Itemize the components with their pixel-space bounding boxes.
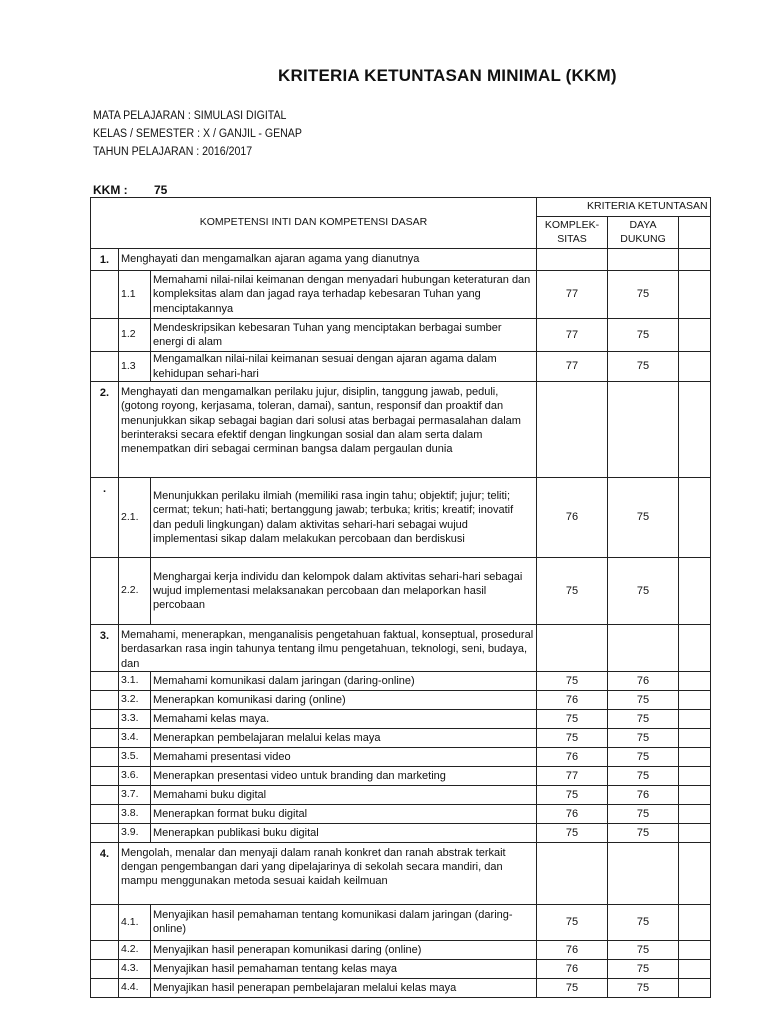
cut-off-cell (679, 904, 711, 940)
support-value: 75 (608, 823, 679, 842)
table-row (91, 690, 711, 709)
support-value: 76 (608, 671, 679, 690)
cut-off-cell (679, 766, 711, 785)
cut-off-cell (679, 747, 711, 766)
competency-code: 3.7. (119, 785, 151, 804)
competency-code: 1.2 (119, 319, 151, 352)
kkm-table-viewport (90, 197, 708, 994)
kkm-value: 75 (154, 183, 168, 197)
row-number (91, 271, 119, 319)
competency-code: 3.1. (119, 671, 151, 690)
competency-description: Mengamalkan nilai-nilai keimanan sesuai dengan ajaran agama dalam kehidupan sehari-hari (151, 352, 537, 382)
complexity-value: 76 (537, 804, 608, 823)
complexity-value (537, 842, 608, 904)
table-row (91, 625, 711, 672)
row-number (91, 671, 119, 690)
competency-code: 3.2. (119, 690, 151, 709)
competency-core: Menghayati dan mengamalkan ajaran agama yang dianutnya (119, 249, 537, 271)
cut-off-cell (679, 319, 711, 352)
complexity-value: 76 (537, 690, 608, 709)
row-number (91, 959, 119, 978)
support-value: 75 (608, 709, 679, 728)
row-number (91, 823, 119, 842)
table-row (91, 940, 711, 959)
cut-off-cell (679, 690, 711, 709)
support-value: 75 (608, 728, 679, 747)
competency-core: Memahami, menerapkan, menganalisis pengetahuan faktual, konseptual, prosedural berdasarkan rasa ingin tahunya tentang ilmu pengetahuan, teknologi, seni, budaya, dan (119, 625, 537, 672)
table-row (91, 766, 711, 785)
complexity-value: 75 (537, 904, 608, 940)
complexity-value: 77 (537, 319, 608, 352)
competency-code: 1.1 (119, 271, 151, 319)
competency-description: Memahami kelas maya. (151, 709, 537, 728)
cut-off-cell (679, 478, 711, 558)
complexity-value (537, 382, 608, 478)
row-number (91, 728, 119, 747)
competency-code: 4.1. (119, 904, 151, 940)
table-row (91, 747, 711, 766)
header-criteria: KRITERIA KETUNTASAN (537, 198, 711, 217)
row-number: 2. (91, 382, 119, 478)
complexity-value: 75 (537, 709, 608, 728)
table-row (91, 823, 711, 842)
row-number (91, 766, 119, 785)
row-number (91, 940, 119, 959)
cut-off-cell (679, 728, 711, 747)
complexity-value: 75 (537, 823, 608, 842)
row-number: . (91, 478, 119, 558)
row-number: 3. (91, 625, 119, 672)
competency-code: 4.2. (119, 940, 151, 959)
header-competency: KOMPETENSI INTI DAN KOMPETENSI DASAR (91, 198, 537, 249)
competency-code: 4.3. (119, 959, 151, 978)
complexity-value: 76 (537, 747, 608, 766)
cut-off-cell (679, 978, 711, 997)
support-value (608, 249, 679, 271)
row-number (91, 558, 119, 625)
cut-off-cell (679, 625, 711, 672)
cut-off-cell (679, 709, 711, 728)
cut-off-cell (679, 558, 711, 625)
table-row (91, 728, 711, 747)
cut-off-cell (679, 959, 711, 978)
row-number: 1. (91, 249, 119, 271)
support-value: 75 (608, 904, 679, 940)
competency-description: Menerapkan komunikasi daring (online) (151, 690, 537, 709)
row-number (91, 904, 119, 940)
complexity-value: 76 (537, 478, 608, 558)
complexity-value: 76 (537, 940, 608, 959)
table-row (91, 709, 711, 728)
complexity-value: 75 (537, 671, 608, 690)
cut-off-cell (679, 671, 711, 690)
row-number (91, 352, 119, 382)
table-row (91, 978, 711, 997)
cut-off-cell (679, 249, 711, 271)
row-number (91, 690, 119, 709)
class-semester-line: KELAS / SEMESTER : X / GANJIL - GENAP (93, 128, 302, 140)
row-number (91, 804, 119, 823)
cut-off-cell (679, 842, 711, 904)
competency-description: Menyajikan hasil pemahaman tentang kelas maya (151, 959, 537, 978)
row-number (91, 747, 119, 766)
table-row (91, 785, 711, 804)
complexity-value: 75 (537, 785, 608, 804)
support-value: 75 (608, 959, 679, 978)
row-number (91, 709, 119, 728)
subject-line: MATA PELAJARAN : SIMULASI DIGITAL (93, 110, 287, 122)
competency-code: 2.1. (119, 478, 151, 558)
support-value: 75 (608, 352, 679, 382)
complexity-value: 76 (537, 959, 608, 978)
complexity-value: 77 (537, 766, 608, 785)
competency-code: 3.8. (119, 804, 151, 823)
competency-description: Memahami komunikasi dalam jaringan (daring-online) (151, 671, 537, 690)
support-value (608, 625, 679, 672)
table-row (91, 904, 711, 940)
complexity-value: 75 (537, 728, 608, 747)
table-row (91, 319, 711, 352)
competency-code: 3.3. (119, 709, 151, 728)
support-value: 75 (608, 747, 679, 766)
complexity-value: 77 (537, 352, 608, 382)
kkm-label: KKM : (93, 183, 128, 197)
competency-code: 3.9. (119, 823, 151, 842)
cut-off-cell (679, 823, 711, 842)
competency-code: 2.2. (119, 558, 151, 625)
competency-core: Menghayati dan mengamalkan perilaku jujur, disiplin, tanggung jawab, peduli, (gotong royong, kerjasama, toleran, damai), santun, responsif dan proaktif dan menunjukkan sikap sebagai bagian dari solusi atas berbagai permasalahan dalam berinteraksi secara efektif dengan lingkungan sosial dan alam serta dalam menempatkan diri sebagai cerminan bangsa dalam pergaulan dunia (119, 382, 537, 478)
support-value: 75 (608, 319, 679, 352)
cut-off-cell (679, 352, 711, 382)
competency-code: 3.6. (119, 766, 151, 785)
cut-off-cell (679, 382, 711, 478)
support-value: 75 (608, 978, 679, 997)
cut-off-cell (679, 804, 711, 823)
competency-description: Memahami nilai-nilai keimanan dengan menyadari hubungan keteraturan dan kompleksitas alam dan jagad raya terhadap kebesaran Tuhan yang menciptakannya (151, 271, 537, 319)
table-row (91, 352, 711, 382)
support-value: 75 (608, 766, 679, 785)
row-number (91, 978, 119, 997)
competency-description: Menyajikan hasil pemahaman tentang komunikasi dalam jaringan (daring-online) (151, 904, 537, 940)
competency-description: Menerapkan format buku digital (151, 804, 537, 823)
header-complexity: KOMPLEK- SITAS (537, 217, 608, 249)
table-row (91, 478, 711, 558)
competency-description: Menyajikan hasil penerapan pembelajaran melalui kelas maya (151, 978, 537, 997)
table-row (91, 804, 711, 823)
support-value: 75 (608, 271, 679, 319)
document-title: KRITERIA KETUNTASAN MINIMAL (KKM) (278, 66, 617, 85)
table-row (91, 959, 711, 978)
complexity-value (537, 625, 608, 672)
competency-description: Menghargai kerja individu dan kelompok dalam aktivitas sehari-hari sebagai wujud implementasi melaksanakan percobaan dan melaporkan hasil percobaan (151, 558, 537, 625)
competency-description: Menunjukkan perilaku ilmiah (memiliki rasa ingin tahu; objektif; jujur; teliti; cermat; tekun; hati-hati; bertanggung jawab; terbuka; kritis; kreatif; inovatif dan peduli lingkungan) dalam aktivitas sehari-hari sebagai wujud implementasi sikap dalam melakukan percobaan dan berdiskusi (151, 478, 537, 558)
table-row (91, 382, 711, 478)
support-value: 75 (608, 690, 679, 709)
table-row (91, 842, 711, 904)
competency-code: 1.3 (119, 352, 151, 382)
row-number (91, 785, 119, 804)
competency-description: Menerapkan pembelajaran melalui kelas maya (151, 728, 537, 747)
complexity-value: 77 (537, 271, 608, 319)
support-value: 75 (608, 940, 679, 959)
school-year-line: TAHUN PELAJARAN : 2016/2017 (93, 146, 253, 158)
support-value (608, 842, 679, 904)
table-row (91, 558, 711, 625)
table-row (91, 271, 711, 319)
competency-description: Memahami buku digital (151, 785, 537, 804)
competency-code: 3.5. (119, 747, 151, 766)
competency-description: Menyajikan hasil penerapan komunikasi daring (online) (151, 940, 537, 959)
complexity-value: 75 (537, 558, 608, 625)
support-value: 75 (608, 804, 679, 823)
competency-code: 4.4. (119, 978, 151, 997)
cut-off-cell (679, 271, 711, 319)
row-number (91, 319, 119, 352)
cut-off-cell (679, 940, 711, 959)
support-value: 76 (608, 785, 679, 804)
competency-description: Memahami presentasi video (151, 747, 537, 766)
row-number: 4. (91, 842, 119, 904)
support-value: 75 (608, 558, 679, 625)
kkm-table (90, 197, 711, 998)
complexity-value (537, 249, 608, 271)
cut-off-cell (679, 785, 711, 804)
competency-core: Mengolah, menalar dan menyaji dalam ranah konkret dan ranah abstrak terkait dengan pengembangan dari yang dipelajarinya di sekolah secara mandiri, dan mampu menggunakan metoda sesuai kaidah keilmuan (119, 842, 537, 904)
complexity-value: 75 (537, 978, 608, 997)
support-value (608, 382, 679, 478)
competency-description: Menerapkan presentasi video untuk branding dan marketing (151, 766, 537, 785)
table-row (91, 249, 711, 271)
competency-description: Menerapkan publikasi buku digital (151, 823, 537, 842)
header-support: DAYA DUKUNG (608, 217, 679, 249)
competency-code: 3.4. (119, 728, 151, 747)
table-row (91, 671, 711, 690)
support-value: 75 (608, 478, 679, 558)
competency-description: Mendeskripsikan kebesaran Tuhan yang menciptakan berbagai sumber energi di alam (151, 319, 537, 352)
